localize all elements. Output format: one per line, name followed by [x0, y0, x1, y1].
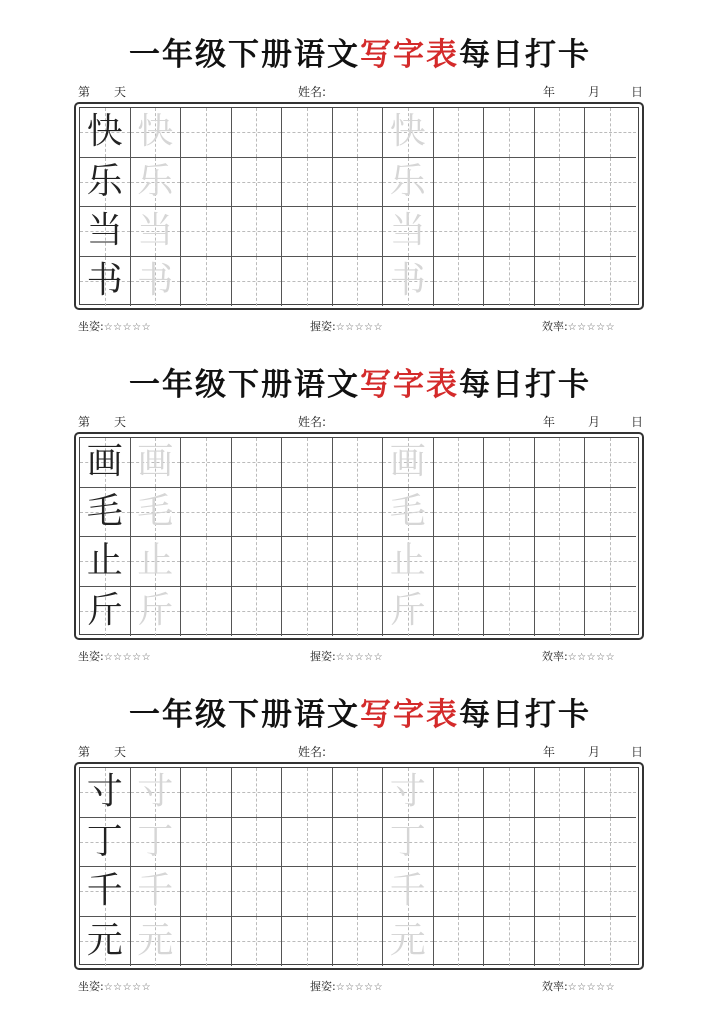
grid-cell[interactable]: [232, 818, 283, 868]
title-suffix: 每日打卡: [459, 37, 591, 73]
efficiency-label: 效率:: [542, 650, 568, 663]
grid-cell[interactable]: [585, 867, 636, 917]
model-character: 寸: [86, 771, 123, 813]
grid-cell[interactable]: [181, 257, 232, 307]
grid-cell[interactable]: [80, 438, 131, 488]
grid-cell[interactable]: [535, 158, 586, 208]
grid-cell[interactable]: [535, 438, 586, 488]
grid-cell[interactable]: [181, 207, 232, 257]
grid-cell[interactable]: [131, 587, 182, 637]
star-rating[interactable]: ☆☆☆☆☆: [567, 652, 616, 663]
trace-character: 千: [137, 870, 174, 912]
grid-cell[interactable]: [585, 537, 636, 587]
posture-label: 坐姿:: [78, 650, 104, 663]
grid-cell[interactable]: [484, 438, 535, 488]
practice-sheet-2: [0, 360, 720, 690]
star-rating[interactable]: ☆☆☆☆☆: [103, 652, 152, 663]
grid-cell[interactable]: [80, 867, 131, 917]
grip-label: 握姿:: [310, 650, 336, 663]
grid-cell[interactable]: [484, 768, 535, 818]
posture-label: 坐姿:: [78, 980, 104, 993]
model-character: 元: [86, 920, 123, 962]
model-character: 当: [86, 210, 123, 252]
trace-character: 乐: [389, 160, 426, 202]
trace-character: 寸: [389, 771, 426, 813]
model-character: 毛: [86, 490, 123, 532]
grid-cell[interactable]: [131, 867, 182, 917]
trace-character: 止: [137, 540, 174, 582]
year-label: 年: [543, 745, 556, 759]
grid-cell[interactable]: [585, 207, 636, 257]
info-row: [0, 413, 720, 431]
grid-cell[interactable]: [535, 768, 586, 818]
info-row: [0, 83, 720, 101]
grid-cell[interactable]: [232, 768, 283, 818]
star-rating[interactable]: ☆☆☆☆☆: [335, 982, 384, 993]
grid-cell[interactable]: [80, 537, 131, 587]
day-label: 第: [78, 415, 91, 429]
grid-cell[interactable]: [383, 818, 434, 868]
date-label: 日: [631, 745, 644, 759]
grid-cell[interactable]: [484, 587, 535, 637]
trace-character: 丁: [389, 820, 426, 862]
title-prefix: 一年级下册语文: [129, 37, 360, 73]
grid-cell[interactable]: [80, 818, 131, 868]
grid-cell[interactable]: [484, 537, 535, 587]
grid-cell[interactable]: [434, 207, 485, 257]
date-label: 日: [631, 85, 644, 99]
trace-character: 当: [137, 210, 174, 252]
grid-inner: [79, 767, 639, 965]
grid-cell[interactable]: [535, 867, 586, 917]
grid-cell[interactable]: [232, 108, 283, 158]
grid-cell[interactable]: [80, 768, 131, 818]
grid-cell[interactable]: [484, 108, 535, 158]
writing-grid: [74, 432, 644, 640]
year-label: 年: [543, 415, 556, 429]
grid-cell[interactable]: [282, 158, 333, 208]
grid-cell[interactable]: [383, 158, 434, 208]
grid-cell[interactable]: [131, 207, 182, 257]
grid-cell[interactable]: [333, 587, 384, 637]
month-label: 月: [588, 415, 601, 429]
grid-cell[interactable]: [434, 108, 485, 158]
grid-cell[interactable]: [383, 867, 434, 917]
grid-cell[interactable]: [181, 158, 232, 208]
grid-cell[interactable]: [131, 488, 182, 538]
grid-cell[interactable]: [484, 818, 535, 868]
info-row: [0, 743, 720, 761]
grid-cell[interactable]: [232, 257, 283, 307]
grid-cell[interactable]: [434, 587, 485, 637]
rating-row: [0, 648, 720, 666]
trace-character: 毛: [389, 490, 426, 532]
grid-cell[interactable]: [535, 257, 586, 307]
grid-cell[interactable]: [232, 438, 283, 488]
star-rating[interactable]: ☆☆☆☆☆: [335, 322, 384, 333]
grid-cell[interactable]: [80, 108, 131, 158]
title-highlight: 写字表: [360, 697, 459, 733]
trace-character: 快: [389, 111, 426, 153]
grid-cell[interactable]: [484, 257, 535, 307]
grid-cell[interactable]: [535, 537, 586, 587]
grid-cell[interactable]: [434, 917, 485, 967]
trace-character: 乐: [137, 160, 174, 202]
grid-cell[interactable]: [80, 917, 131, 967]
grid-inner: [79, 107, 639, 305]
grid-cell[interactable]: [232, 537, 283, 587]
grid-cell[interactable]: [585, 768, 636, 818]
grid-cell[interactable]: [585, 488, 636, 538]
grid-cell[interactable]: [282, 818, 333, 868]
grid-cell[interactable]: [535, 488, 586, 538]
day-unit: 天: [114, 745, 127, 759]
practice-sheet-3: [0, 690, 720, 1020]
grid-cell[interactable]: [484, 207, 535, 257]
trace-character: 画: [137, 441, 174, 483]
grid-cell[interactable]: [484, 917, 535, 967]
trace-character: 斤: [137, 590, 174, 632]
grid-cell[interactable]: [333, 207, 384, 257]
model-character: 书: [86, 260, 123, 302]
efficiency-label: 效率:: [542, 980, 568, 993]
grid-cell[interactable]: [232, 158, 283, 208]
trace-character: 元: [389, 920, 426, 962]
trace-character: 止: [389, 540, 426, 582]
grid-cell[interactable]: [333, 818, 384, 868]
grid-cell[interactable]: [282, 207, 333, 257]
grid-cell[interactable]: [181, 917, 232, 967]
trace-character: 元: [137, 920, 174, 962]
trace-character: 当: [389, 210, 426, 252]
grid-cell[interactable]: [232, 917, 283, 967]
grid-cell[interactable]: [131, 257, 182, 307]
sheet-title: [0, 690, 720, 740]
model-character: 斤: [86, 590, 123, 632]
grid-cell[interactable]: [333, 537, 384, 587]
title-prefix: 一年级下册语文: [129, 367, 360, 403]
star-rating[interactable]: ☆☆☆☆☆: [567, 322, 616, 333]
grid-cell[interactable]: [585, 917, 636, 967]
trace-character: 书: [389, 260, 426, 302]
grid-cell[interactable]: [585, 158, 636, 208]
grid-cell[interactable]: [131, 108, 182, 158]
star-rating[interactable]: ☆☆☆☆☆: [103, 322, 152, 333]
title-highlight: 写字表: [360, 367, 459, 403]
grid-cell[interactable]: [232, 207, 283, 257]
grid-cell[interactable]: [484, 867, 535, 917]
grid-cell[interactable]: [333, 257, 384, 307]
grid-cell[interactable]: [383, 537, 434, 587]
day-unit: 天: [114, 85, 127, 99]
grip-rating: [310, 978, 383, 994]
grid-cell[interactable]: [585, 108, 636, 158]
star-rating[interactable]: ☆☆☆☆☆: [335, 652, 384, 663]
trace-character: 快: [137, 111, 174, 153]
grid-cell[interactable]: [333, 438, 384, 488]
grid-cell[interactable]: [282, 867, 333, 917]
grid-cell[interactable]: [434, 537, 485, 587]
grid-cell[interactable]: [131, 438, 182, 488]
grid-inner: [79, 437, 639, 635]
grid-cell[interactable]: [434, 867, 485, 917]
trace-character: 斤: [389, 590, 426, 632]
date-label: 日: [631, 415, 644, 429]
grid-cell[interactable]: [181, 537, 232, 587]
star-rating[interactable]: ☆☆☆☆☆: [103, 982, 152, 993]
trace-character: 寸: [137, 771, 174, 813]
trace-character: 书: [137, 260, 174, 302]
sheet-title: [0, 360, 720, 410]
grid-cell[interactable]: [585, 438, 636, 488]
grid-cell[interactable]: [282, 257, 333, 307]
posture-rating: [78, 978, 151, 994]
posture-rating: [78, 318, 151, 334]
efficiency-rating: [542, 978, 615, 994]
model-character: 乐: [86, 160, 123, 202]
model-character: 丁: [86, 820, 123, 862]
grid-cell[interactable]: [131, 768, 182, 818]
efficiency-label: 效率:: [542, 320, 568, 333]
grid-cell[interactable]: [232, 867, 283, 917]
day-unit: 天: [114, 415, 127, 429]
grid-cell[interactable]: [181, 818, 232, 868]
posture-rating: [78, 648, 151, 664]
grid-cell[interactable]: [484, 488, 535, 538]
efficiency-rating: [542, 318, 615, 334]
grid-cell[interactable]: [131, 537, 182, 587]
writing-grid: [74, 102, 644, 310]
grid-cell[interactable]: [585, 818, 636, 868]
grid-cell[interactable]: [434, 818, 485, 868]
efficiency-rating: [542, 648, 615, 664]
model-character: 止: [86, 540, 123, 582]
title-prefix: 一年级下册语文: [129, 697, 360, 733]
month-label: 月: [588, 745, 601, 759]
name-label: 姓名:: [298, 745, 327, 759]
grid-cell[interactable]: [181, 438, 232, 488]
grid-cell[interactable]: [535, 587, 586, 637]
trace-character: 丁: [137, 820, 174, 862]
grid-cell[interactable]: [585, 587, 636, 637]
grid-cell[interactable]: [181, 768, 232, 818]
grid-cell[interactable]: [383, 438, 434, 488]
grid-cell[interactable]: [131, 818, 182, 868]
day-label: 第: [78, 745, 91, 759]
grid-cell[interactable]: [434, 488, 485, 538]
model-character: 画: [86, 441, 123, 483]
grid-cell[interactable]: [282, 108, 333, 158]
title-highlight: 写字表: [360, 37, 459, 73]
grid-cell[interactable]: [282, 917, 333, 967]
name-label: 姓名:: [298, 415, 327, 429]
star-rating[interactable]: ☆☆☆☆☆: [567, 982, 616, 993]
grid-cell[interactable]: [181, 867, 232, 917]
grid-cell[interactable]: [80, 488, 131, 538]
grid-cell[interactable]: [383, 257, 434, 307]
grid-cell[interactable]: [383, 108, 434, 158]
model-character: 快: [86, 111, 123, 153]
grip-rating: [310, 648, 383, 664]
grid-cell[interactable]: [282, 438, 333, 488]
rating-row: [0, 318, 720, 336]
grid-cell[interactable]: [333, 867, 384, 917]
grid-cell[interactable]: [333, 917, 384, 967]
grid-cell[interactable]: [333, 158, 384, 208]
grid-cell[interactable]: [282, 537, 333, 587]
name-label: 姓名:: [298, 85, 327, 99]
grid-cell[interactable]: [535, 818, 586, 868]
grid-cell[interactable]: [333, 488, 384, 538]
practice-sheet-1: [0, 30, 720, 360]
grid-cell[interactable]: [131, 158, 182, 208]
grid-cell[interactable]: [181, 108, 232, 158]
title-suffix: 每日打卡: [459, 367, 591, 403]
grid-cell[interactable]: [80, 207, 131, 257]
grid-cell[interactable]: [585, 257, 636, 307]
grid-cell[interactable]: [181, 488, 232, 538]
grid-cell[interactable]: [484, 158, 535, 208]
grid-cell[interactable]: [434, 257, 485, 307]
grid-cell[interactable]: [131, 917, 182, 967]
title-suffix: 每日打卡: [459, 697, 591, 733]
grid-cell[interactable]: [232, 488, 283, 538]
grid-cell[interactable]: [282, 488, 333, 538]
grid-cell[interactable]: [282, 768, 333, 818]
grid-cell[interactable]: [535, 917, 586, 967]
grid-cell[interactable]: [434, 768, 485, 818]
grid-cell[interactable]: [383, 917, 434, 967]
month-label: 月: [588, 85, 601, 99]
grid-cell[interactable]: [80, 257, 131, 307]
grid-cell[interactable]: [282, 587, 333, 637]
grid-cell[interactable]: [333, 108, 384, 158]
trace-character: 画: [389, 441, 426, 483]
trace-character: 毛: [137, 490, 174, 532]
grid-cell[interactable]: [80, 587, 131, 637]
grid-cell[interactable]: [383, 488, 434, 538]
model-character: 千: [86, 870, 123, 912]
trace-character: 千: [389, 870, 426, 912]
grip-label: 握姿:: [310, 980, 336, 993]
grip-label: 握姿:: [310, 320, 336, 333]
posture-label: 坐姿:: [78, 320, 104, 333]
year-label: 年: [543, 85, 556, 99]
grid-cell[interactable]: [80, 158, 131, 208]
grid-cell[interactable]: [434, 438, 485, 488]
grid-cell[interactable]: [232, 587, 283, 637]
grid-cell[interactable]: [333, 768, 384, 818]
grid-cell[interactable]: [181, 587, 232, 637]
day-label: 第: [78, 85, 91, 99]
grid-cell[interactable]: [535, 207, 586, 257]
sheet-title: [0, 30, 720, 80]
rating-row: [0, 978, 720, 996]
grid-cell[interactable]: [383, 587, 434, 637]
writing-grid: [74, 762, 644, 970]
grid-cell[interactable]: [535, 108, 586, 158]
grid-cell[interactable]: [434, 158, 485, 208]
grid-cell[interactable]: [383, 768, 434, 818]
grip-rating: [310, 318, 383, 334]
grid-cell[interactable]: [383, 207, 434, 257]
